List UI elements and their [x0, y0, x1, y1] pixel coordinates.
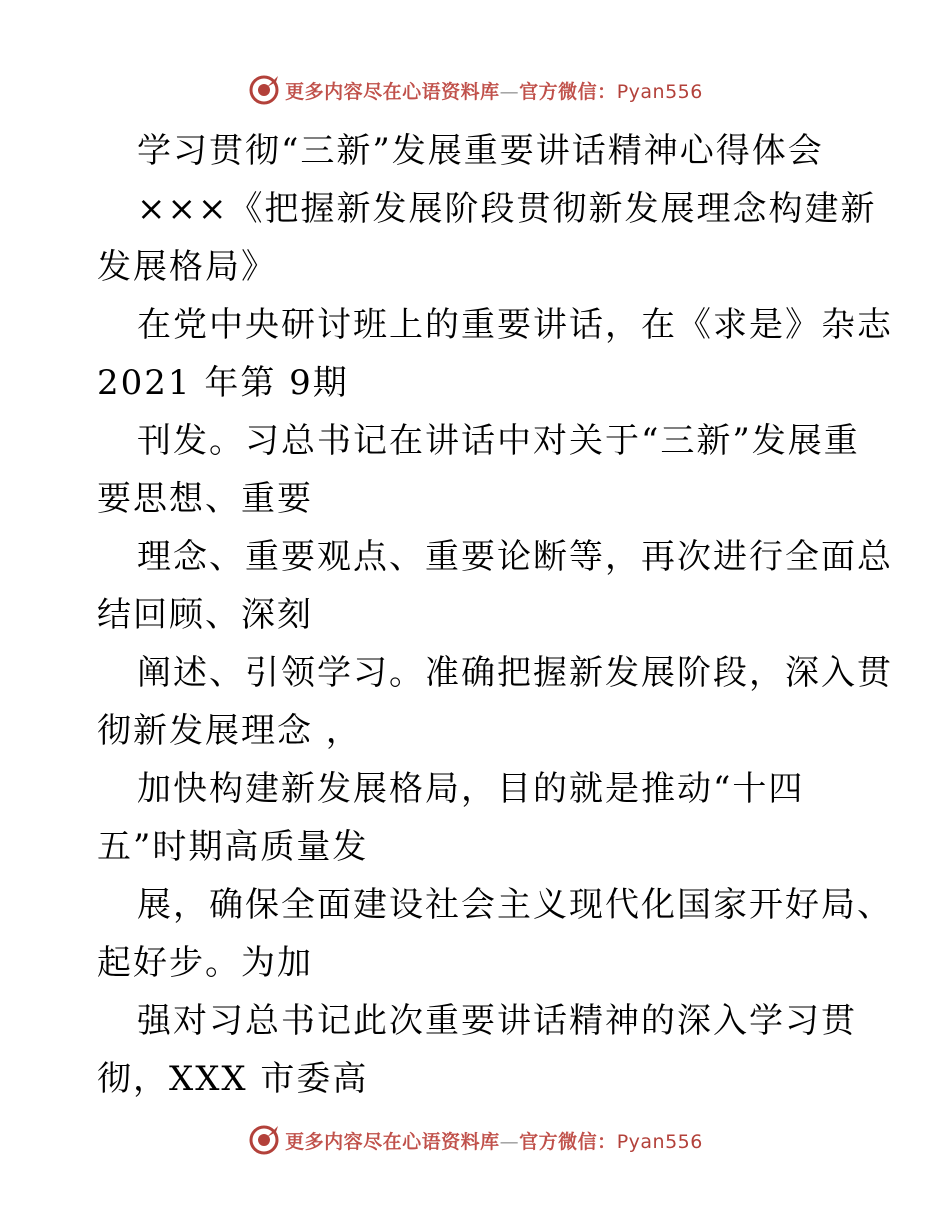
text-line: 五”时期高质量发 [97, 827, 369, 867]
header-watermark [0, 68, 950, 112]
text-line: 起好步。为加 [97, 943, 313, 983]
document-body [97, 122, 893, 1108]
text-line: 加快构建新发展格局，目的就是推动“十四 [137, 769, 805, 809]
watermark-wechat-id: Pyan556 [616, 80, 703, 103]
watermark-text [285, 1127, 703, 1154]
watermark-dash: — [499, 80, 520, 103]
text-line: 发展格局》 [97, 247, 277, 287]
text-line: 2021 年第 9期 [97, 363, 349, 403]
text-line: 阐述、引领学习。准确把握新发展阶段，深入贯 [137, 653, 893, 693]
footer-watermark [0, 1118, 950, 1162]
text-line: 刊发。习总书记在讲话中对关于“三新”发展重 [137, 421, 860, 461]
watermark-text [285, 77, 703, 104]
text-line: 彻新发展理念 ， [97, 711, 362, 751]
text-line: 展，确保全面建设社会主义现代化国家开好局、 [137, 885, 893, 925]
text-line: 强对习总书记此次重要讲话精神的深入学习贯 [137, 1001, 857, 1041]
text-line: ×××《把握新发展阶段贯彻新发展理念构建新 [137, 189, 877, 229]
watermark-site: 更多内容尽在心语资料库 [285, 80, 500, 103]
text-line: 在党中央研讨班上的重要讲话，在《求是》杂志 [137, 305, 893, 345]
watermark-site: 更多内容尽在心语资料库 [285, 1130, 500, 1153]
quill-circle-icon [247, 1123, 281, 1157]
watermark-wechat-label: 官方微信： [519, 1130, 617, 1153]
watermark-wechat-id: Pyan556 [616, 1130, 703, 1153]
document-title: 学习贯彻“三新”发展重要讲话精神心得体会 [137, 131, 824, 171]
watermark-dash: — [499, 1130, 520, 1153]
text-line: 彻，XXX 市委高 [97, 1059, 369, 1099]
text-line: 理念、重要观点、重要论断等，再次进行全面总 [137, 537, 893, 577]
text-line: 结回顾、深刻 [97, 595, 313, 635]
text-line: 要思想、重要 [97, 479, 313, 519]
quill-circle-icon [247, 73, 281, 107]
watermark-wechat-label: 官方微信： [519, 80, 617, 103]
